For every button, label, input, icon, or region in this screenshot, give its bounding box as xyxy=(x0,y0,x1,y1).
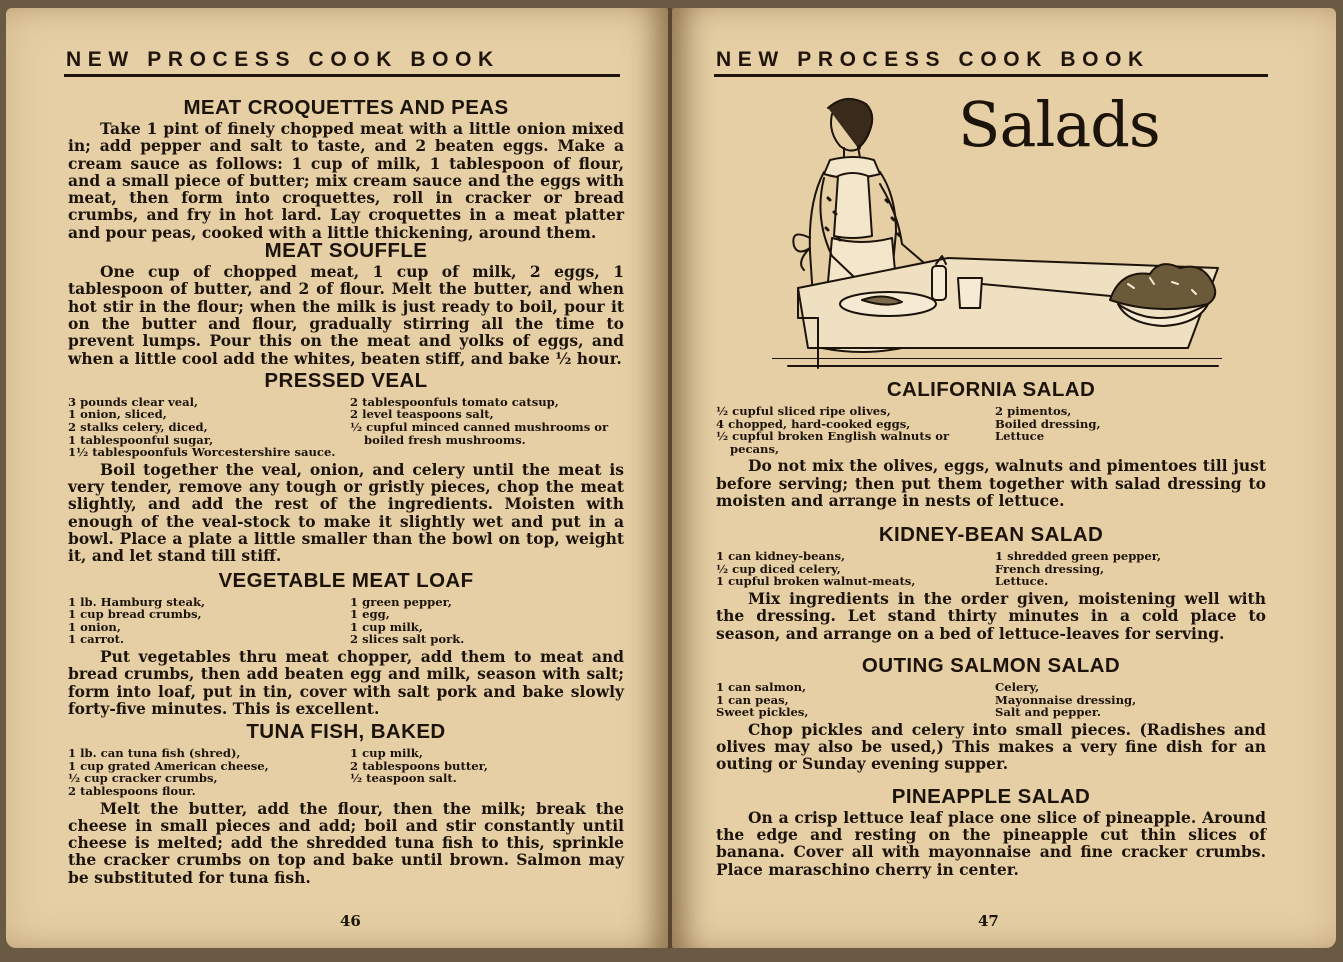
recipe-title: VEGETABLE MEAT LOAF xyxy=(218,568,474,592)
ingredient: 1 cup bread crumbs, xyxy=(68,607,202,622)
running-head: NEW PROCESS COOK BOOK xyxy=(66,48,500,71)
recipe-title: CALIFORNIA SALAD xyxy=(886,378,1096,401)
ingredient: 2 slices salt pork. xyxy=(350,632,465,647)
ingredients-right xyxy=(995,550,1266,588)
ingredient: 3 pounds clear veal, xyxy=(68,394,199,409)
recipe-title: MEAT SOUFFLE xyxy=(264,239,428,263)
ingredient: 1 green pepper, xyxy=(350,594,452,609)
ingredient: ½ teaspoon salt. xyxy=(350,771,457,786)
ingredients-left xyxy=(68,747,342,797)
illustration-rule xyxy=(772,358,1222,359)
recipe-text: One cup of chopped meat, 1 cup of milk, 2 eggs, 1 tablespoon of butter, and 2 of flour. Melt the butter, and when hot stir in the flour; when the milk is just ready to boil, pour it on the butter and flour, gradually stirring all the time to prevent lumps. Pour this on the meat and yolks of eggs, and when a little cool add the whites, beaten stiff, and bake ½ hour. xyxy=(68,262,624,368)
ingredient: Lettuce. xyxy=(995,574,1049,589)
ingredient: 1 cup grated American cheese, xyxy=(68,758,269,773)
ingredient: Lettuce xyxy=(995,429,1045,444)
ingredient: French dressing, xyxy=(995,561,1105,576)
ingredient: 1 tablespoonful sugar, xyxy=(68,432,214,447)
ingredient-list xyxy=(716,550,1266,588)
recipe-title: MEAT CROQUETTES AND PEAS xyxy=(183,96,509,119)
ingredients-left xyxy=(716,405,987,455)
ingredient: 2 level teaspoons salt, xyxy=(350,407,494,422)
recipe-text: Melt the butter, add the flour, then the milk; break the cheese in small pieces and add; boil and stir constantly until cheese is melted; add the shredded tuna fish to this, sprinkle the cracker crumbs on top and bake until brown. Salmon may be substituted for tuna fish. xyxy=(68,798,624,887)
recipe-text: Mix ingredients in the order given, moistening well with the dressing. Let stand thirty minutes in a cold place to season, and arrange on a bed of lettuce-leaves for serving. xyxy=(716,589,1266,643)
ingredients-left xyxy=(716,550,987,588)
header-rule xyxy=(714,74,1268,77)
recipe-title: PINEAPPLE SALAD xyxy=(891,784,1091,808)
right-column xyxy=(716,378,1266,878)
ingredient: 2 tablespoons butter, xyxy=(350,758,488,773)
ingredients-right xyxy=(350,747,624,797)
ingredient: ½ cup cracker crumbs, xyxy=(68,771,218,786)
ingredient: 1½ tablespoonfuls Worcestershire sauce. xyxy=(68,445,336,460)
recipe-text: Boil together the veal, onion, and celery until the meat is very tender, remove any tough or gristly pieces, chop the meat slightly, and add the rest of the ingredients. Moisten with enough of the veal-stock to make it slightly wet and put in a bowl. Place a plate a little smaller than the bowl on top, weight it, and let stand till stiff. xyxy=(68,459,624,566)
ingredient: 1 carrot. xyxy=(68,632,125,647)
recipe-text: Take 1 pint of finely chopped meat with a little onion mixed in; add pepper and salt to taste, and 2 beaten eggs. Make a cream sauce as follows: 1 cup of milk, 1 tablespoon of flour, and a small piece of butter; mix cream sauce and the eggs with meat, then form into croquettes, roll in cracker or bread crumbs, and fry in hot lard. Lay croquettes in a meat platter and pour peas, cooked with a little thickening, around them. xyxy=(68,119,624,242)
ingredients-left xyxy=(716,681,987,719)
ingredients-left xyxy=(68,396,342,459)
page-number: 46 xyxy=(340,912,361,930)
ingredient: Celery, xyxy=(995,679,1040,694)
recipe-text: Do not mix the olives, eggs, walnuts and pimentoes till just before serving; then put them together with salad dressing to moisten and arrange in nests of lettuce. xyxy=(716,456,1266,510)
ingredient: ½ cupful sliced ripe olives, xyxy=(716,404,891,418)
ingredient: 1 lb. can tuna fish (shred), xyxy=(68,746,241,761)
ingredient-list xyxy=(716,681,1266,719)
ingredients-right xyxy=(350,396,624,459)
ingredient: 2 tablespoonfuls tomato catsup, xyxy=(350,394,559,409)
recipe-text: On a crisp lettuce leaf place one slice of pineapple. Around the edge and resting on the pineapple cut thin slices of banana. Cover all with mayonnaise and fine cracker crumbs. Place maraschino cherry in center. xyxy=(716,807,1266,879)
ingredient: 1 cup milk, xyxy=(350,619,423,634)
ingredient: Salt and pepper. xyxy=(995,705,1101,720)
ingredient: Sweet pickles, xyxy=(716,705,809,720)
ingredients-left xyxy=(68,596,342,646)
ingredient: 2 stalks celery, diced, xyxy=(68,420,208,435)
recipe-title: OUTING SALMON SALAD xyxy=(861,653,1121,677)
ingredient: 1 cupful broken walnut-meats, xyxy=(716,574,916,589)
ingredient: 1 onion, sliced, xyxy=(68,407,167,422)
left-column xyxy=(68,96,624,886)
ingredient: 4 chopped, hard-cooked eggs, xyxy=(716,416,911,431)
ingredient: 1 cup milk, xyxy=(350,746,423,761)
ingredient: 2 tablespoons flour. xyxy=(68,783,196,798)
recipe-title: KIDNEY-BEAN SALAD xyxy=(878,523,1104,547)
ingredient-list xyxy=(716,405,1266,455)
ingredient-list xyxy=(68,396,624,459)
ingredient-list xyxy=(68,596,624,646)
ingredient: 1 can kidney-beans, xyxy=(716,549,846,564)
ingredients-right xyxy=(350,596,624,646)
chapter-title: Salads xyxy=(958,88,1160,161)
ingredient: ½ cupful minced canned mushrooms or boiled fresh mushrooms. xyxy=(350,420,609,447)
ingredient: ½ cup diced celery, xyxy=(716,561,841,576)
ingredient: 1 lb. Hamburg steak, xyxy=(68,594,206,609)
right-page xyxy=(672,8,1336,948)
recipe-text: Put vegetables thru meat chopper, add them to meat and bread crumbs, then add beaten egg and milk, season with salt; form into loaf, put in tin, cover with salt pork and bake slowly forty-five minutes. This is excellent. xyxy=(68,646,624,718)
ingredient: Mayonnaise dressing, xyxy=(995,692,1137,707)
ingredient: 1 onion, xyxy=(68,619,121,634)
ingredient-list xyxy=(68,747,624,797)
recipe-title: TUNA FISH, BAKED xyxy=(246,720,446,744)
recipe-text: Chop pickles and celery into small pieces. (Radishes and olives may also be used,) This makes a very fine dish for an outing or Sunday evening supper. xyxy=(716,719,1266,774)
header-rule xyxy=(64,74,620,77)
ingredient: 1 can salmon, xyxy=(716,679,807,694)
ingredients-right xyxy=(995,681,1266,719)
page-number: 47 xyxy=(978,912,999,930)
ingredient: 1 egg, xyxy=(350,607,390,622)
ingredient: 1 can peas, xyxy=(716,692,789,707)
ingredient: 2 pimentos, xyxy=(995,404,1072,418)
ingredient: 1 shredded green pepper, xyxy=(995,549,1162,564)
recipe-title: PRESSED VEAL xyxy=(264,368,428,392)
ingredients-right xyxy=(995,405,1266,455)
ingredient: ½ cupful broken English walnuts or pecans, xyxy=(716,429,950,456)
ingredient: Boiled dressing, xyxy=(995,416,1101,431)
running-head: NEW PROCESS COOK BOOK xyxy=(716,48,1150,71)
left-page xyxy=(6,8,668,948)
